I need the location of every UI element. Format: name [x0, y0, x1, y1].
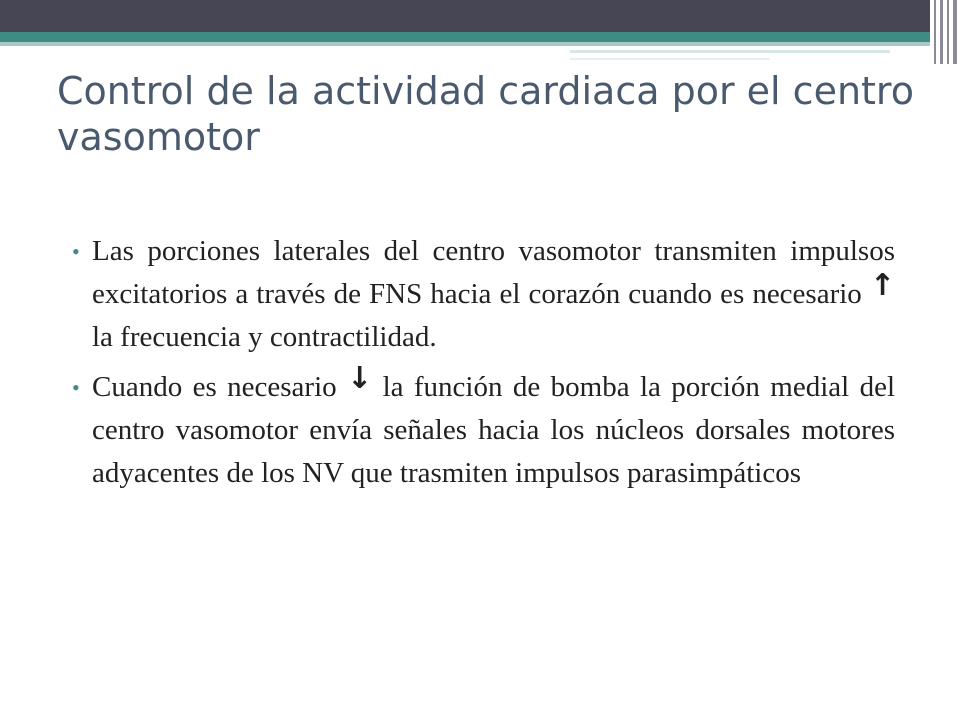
- bullet-dot-icon: •: [72, 375, 80, 400]
- bullet-item: [72, 361, 895, 495]
- bullet-text: Las porciones laterales del centro vasomotor transmiten impulsos excitatorios a través de FNS hacia el corazón cuando es necesario: [92, 235, 895, 310]
- arrow-down-icon: ↓: [347, 361, 373, 396]
- bullet-text: la frecuencia y contractilidad.: [92, 321, 437, 353]
- corner-decoration: [930, 0, 960, 64]
- header-decorative-line: [570, 58, 770, 60]
- header-decorative-line: [570, 50, 890, 53]
- slide-body: [72, 230, 895, 502]
- header-accent-band: [0, 32, 930, 42]
- slide-title: Control de la actividad cardiaca por el centro vasomotor: [57, 69, 914, 159]
- header-bar: [0, 0, 930, 32]
- bullet-text: Cuando es necesario: [92, 371, 348, 403]
- header-light-band: [0, 42, 930, 46]
- bullet-item: [72, 230, 895, 359]
- bullet-dot-icon: •: [72, 239, 80, 264]
- arrow-up-icon: ↑: [869, 268, 895, 303]
- bullet-text: la función de bomba la porción medial del centro vasomotor envía señales hacia los núcleos dorsales motores adyacentes de los NV que trasmiten impulsos parasimpáticos: [92, 371, 895, 489]
